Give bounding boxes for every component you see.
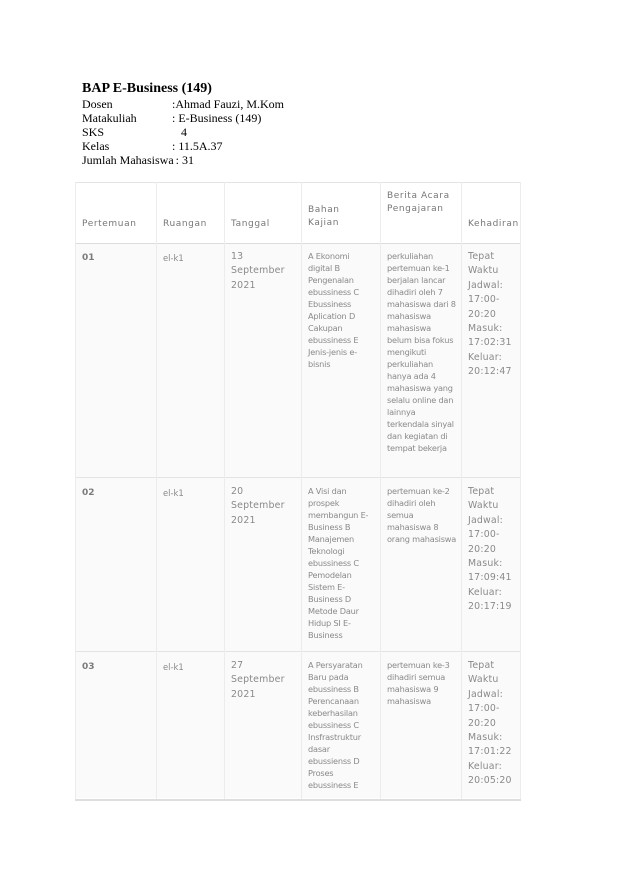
meta-label: SKS — [82, 125, 105, 139]
column-header-bahan-kajian: Bahan Kajian — [308, 205, 340, 228]
meta-value: :Ahmad Fauzi, M.Kom — [172, 97, 284, 111]
cell-kehadiran: Tepat Waktu Jadwal: 17:00-20:20 Masuk: 17:01:22 Keluar: 20:05:20 — [468, 660, 512, 787]
meta-label: Dosen — [82, 97, 113, 111]
meta-row-kelas — [82, 139, 284, 153]
cell-ruangan: el-k1 — [163, 662, 184, 672]
column-header-tanggal: Tanggal — [231, 219, 270, 229]
cell-berita-acara: pertemuan ke-3 dihadiri semua mahasiswa 9 mahasiswa — [387, 660, 450, 706]
meta-value: : E-Business (149) — [172, 111, 262, 125]
cell-pertemuan: 01 — [82, 253, 95, 263]
bap-table — [75, 182, 521, 801]
cell-kehadiran: Tepat Waktu Jadwal: 17:00-20:20 Masuk: 17:02:31 Keluar: 20:12:47 — [468, 251, 512, 378]
cell-pertemuan: 02 — [82, 488, 95, 498]
cell-tanggal: 20 September 2021 — [231, 486, 285, 526]
meta-row-jumlah-mahasiswa — [82, 153, 284, 167]
column-divider — [520, 182, 521, 799]
column-header-berita-acara: Berita Acara Pengajaran — [387, 191, 450, 214]
meta-label: Kelas — [82, 139, 110, 153]
cell-berita-acara: pertemuan ke-2 dihadiri oleh semua mahasiswa 8 orang mahasiswa — [387, 486, 457, 544]
column-header-pertemuan: Pertemuan — [82, 219, 137, 229]
column-divider — [461, 182, 462, 799]
column-divider — [380, 182, 381, 799]
column-divider — [224, 182, 225, 799]
document-header — [82, 80, 284, 167]
meta-value: : 11.5A.37 — [172, 139, 223, 153]
column-divider — [156, 182, 157, 799]
meta-label: Jumlah Mahasiswa — [82, 153, 174, 167]
cell-bahan-kajian: A Persyaratan Baru pada ebussiness B Perencanaan keberhasilan ebussiness C Insfrastruktur dasar ebussienss D Proses ebussiness E — [308, 660, 363, 790]
cell-tanggal: 13 September 2021 — [231, 251, 285, 291]
column-divider — [75, 182, 76, 799]
meta-value: : 31 — [175, 153, 194, 167]
header-divider — [75, 243, 521, 244]
meta-value: 4 — [172, 125, 187, 139]
column-divider — [301, 182, 302, 799]
cell-ruangan: el-k1 — [163, 253, 184, 263]
row-divider — [75, 651, 521, 652]
cell-pertemuan: 03 — [82, 662, 95, 672]
cell-kehadiran: Tepat Waktu Jadwal: 17:00-20:20 Masuk: 17:09:41 Keluar: 20:17:19 — [468, 486, 512, 613]
cell-tanggal: 27 September 2021 — [231, 660, 285, 700]
row-divider — [75, 477, 521, 478]
cell-berita-acara: perkuliahan pertemuan ke-1 berjalan lancar dihadiri oleh 7 mahasiswa dari 8 mahasiswa mahasiswa belum bisa fokus mengikuti perkuliahan hanya ada 4 mahasiswa yang selalu online dan lainnya terkendala sinyal dan kegiatan di tempat bekerja — [387, 251, 456, 453]
table-border-top — [75, 182, 521, 183]
cell-ruangan: el-k1 — [163, 488, 184, 498]
cell-bahan-kajian: A Ekonomi digital B Pengenalan ebussiness C Ebussiness Aplication D Cakupan ebussiness E Jenis-jenis e-bisnis — [308, 251, 359, 369]
meta-row-sks — [82, 125, 284, 139]
document-title: BAP E-Business (149) — [82, 81, 212, 96]
meta-label: Matakuliah — [82, 111, 137, 125]
cell-bahan-kajian: A Visi dan prospek membangun E-Business B Manajemen Teknologi ebussiness C Pemodelan Sistem E-Business D Metode Daur Hidup SI E-Business — [308, 486, 369, 640]
meta-row-dosen — [82, 97, 284, 111]
meta-row-matakuliah — [82, 111, 284, 125]
column-header-ruangan: Ruangan — [163, 219, 207, 229]
column-header-kehadiran: Kehadiran — [468, 219, 519, 229]
